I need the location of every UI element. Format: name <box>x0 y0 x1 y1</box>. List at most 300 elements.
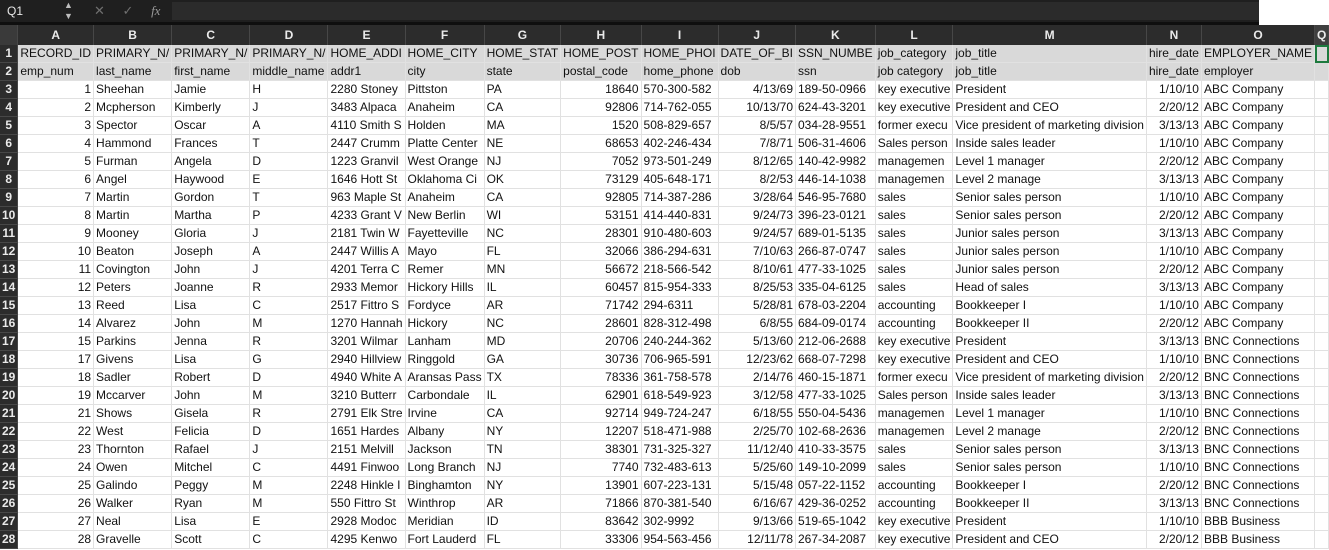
cell-o15[interactable]: ABC Company <box>1201 297 1314 315</box>
cell-b23[interactable]: Thornton <box>94 441 172 459</box>
cell-b27[interactable]: Neal <box>94 513 172 531</box>
cell-d25[interactable]: M <box>250 477 328 495</box>
cell-c17[interactable]: Jenna <box>172 333 250 351</box>
cell-l10[interactable]: sales <box>875 207 953 225</box>
cell-f26[interactable]: Winthrop <box>405 495 484 513</box>
cell-j3[interactable]: 4/13/69 <box>718 81 795 99</box>
column-header-g[interactable]: G <box>484 25 561 45</box>
cell-o7[interactable]: ABC Company <box>1201 153 1314 171</box>
cell-c16[interactable]: John <box>172 315 250 333</box>
cell-n5[interactable]: 3/13/13 <box>1146 117 1201 135</box>
cell-h20[interactable]: 62901 <box>561 387 641 405</box>
cell-o11[interactable]: ABC Company <box>1201 225 1314 243</box>
cell-a5[interactable]: 3 <box>18 117 94 135</box>
cell-o26[interactable]: BNC Connections <box>1201 495 1314 513</box>
cell-k2[interactable]: ssn <box>796 63 876 81</box>
cell-e1[interactable]: HOME_ADDI <box>328 45 405 63</box>
cell-c22[interactable]: Felicia <box>172 423 250 441</box>
cell-a8[interactable]: 6 <box>18 171 94 189</box>
cell-b2[interactable]: last_name <box>94 63 172 81</box>
row-header[interactable]: 26 <box>0 495 18 513</box>
cell-m14[interactable]: Head of sales <box>953 279 1147 297</box>
cell-n23[interactable]: 3/13/13 <box>1146 441 1201 459</box>
cell-k6[interactable]: 506-31-4606 <box>796 135 876 153</box>
cell-m20[interactable]: Inside sales leader <box>953 387 1147 405</box>
cell-q5[interactable] <box>1315 117 1329 135</box>
cell-e25[interactable]: 2248 Hinkle I <box>328 477 405 495</box>
cell-c1[interactable]: PRIMARY_N/ <box>172 45 250 63</box>
row-header[interactable]: 20 <box>0 387 18 405</box>
cell-h7[interactable]: 7052 <box>561 153 641 171</box>
cell-a1[interactable]: RECORD_ID <box>18 45 94 63</box>
row-header[interactable]: 1 <box>0 45 18 63</box>
cell-n24[interactable]: 1/10/10 <box>1146 459 1201 477</box>
cell-q9[interactable] <box>1315 189 1329 207</box>
cell-k13[interactable]: 477-33-1025 <box>796 261 876 279</box>
cell-j18[interactable]: 12/23/62 <box>718 351 795 369</box>
cell-k28[interactable]: 267-34-2087 <box>796 531 876 549</box>
row-header[interactable]: 11 <box>0 225 18 243</box>
cell-q13[interactable] <box>1315 261 1329 279</box>
cell-g25[interactable]: NY <box>484 477 561 495</box>
cell-f18[interactable]: Ringgold <box>405 351 484 369</box>
cell-e8[interactable]: 1646 Hott St <box>328 171 405 189</box>
cell-a28[interactable]: 28 <box>18 531 94 549</box>
cell-h6[interactable]: 68653 <box>561 135 641 153</box>
cell-c26[interactable]: Ryan <box>172 495 250 513</box>
row-header[interactable]: 23 <box>0 441 18 459</box>
cell-k21[interactable]: 550-04-5436 <box>796 405 876 423</box>
cell-c27[interactable]: Lisa <box>172 513 250 531</box>
row-header[interactable]: 27 <box>0 513 18 531</box>
cell-b18[interactable]: Givens <box>94 351 172 369</box>
cell-g9[interactable]: CA <box>484 189 561 207</box>
cell-d28[interactable]: C <box>250 531 328 549</box>
cell-c10[interactable]: Martha <box>172 207 250 225</box>
cell-l3[interactable]: key executive <box>875 81 953 99</box>
cell-e3[interactable]: 2280 Stoney <box>328 81 405 99</box>
cell-c8[interactable]: Haywood <box>172 171 250 189</box>
cell-h10[interactable]: 53151 <box>561 207 641 225</box>
column-header-i[interactable]: I <box>641 25 718 45</box>
cell-f27[interactable]: Meridian <box>405 513 484 531</box>
cell-g28[interactable]: FL <box>484 531 561 549</box>
cell-c11[interactable]: Gloria <box>172 225 250 243</box>
cell-l23[interactable]: sales <box>875 441 953 459</box>
cell-q25[interactable] <box>1315 477 1329 495</box>
select-all-corner[interactable] <box>0 25 18 45</box>
cell-b24[interactable]: Owen <box>94 459 172 477</box>
cell-g14[interactable]: IL <box>484 279 561 297</box>
column-header-e[interactable]: E <box>328 25 405 45</box>
row-header[interactable]: 15 <box>0 297 18 315</box>
cell-c28[interactable]: Scott <box>172 531 250 549</box>
cell-c24[interactable]: Mitchel <box>172 459 250 477</box>
cell-f2[interactable]: city <box>405 63 484 81</box>
cell-f19[interactable]: Aransas Pass <box>405 369 484 387</box>
cell-f1[interactable]: HOME_CITY <box>405 45 484 63</box>
cell-g15[interactable]: AR <box>484 297 561 315</box>
cell-c23[interactable]: Rafael <box>172 441 250 459</box>
cell-n2[interactable]: hire_date <box>1146 63 1201 81</box>
cell-a23[interactable]: 23 <box>18 441 94 459</box>
cell-g12[interactable]: FL <box>484 243 561 261</box>
cell-o20[interactable]: BNC Connections <box>1201 387 1314 405</box>
row-header[interactable]: 25 <box>0 477 18 495</box>
cell-k8[interactable]: 446-14-1038 <box>796 171 876 189</box>
cell-k19[interactable]: 460-15-1871 <box>796 369 876 387</box>
cell-j16[interactable]: 6/8/55 <box>718 315 795 333</box>
cell-a22[interactable]: 22 <box>18 423 94 441</box>
row-header[interactable]: 5 <box>0 117 18 135</box>
cell-j11[interactable]: 9/24/57 <box>718 225 795 243</box>
cell-b10[interactable]: Martin <box>94 207 172 225</box>
cell-k27[interactable]: 519-65-1042 <box>796 513 876 531</box>
cell-q11[interactable] <box>1315 225 1329 243</box>
cell-m17[interactable]: President <box>953 333 1147 351</box>
cell-k23[interactable]: 410-33-3575 <box>796 441 876 459</box>
cell-h24[interactable]: 7740 <box>561 459 641 477</box>
cell-j20[interactable]: 3/12/58 <box>718 387 795 405</box>
cell-l27[interactable]: key executive <box>875 513 953 531</box>
cell-g11[interactable]: NC <box>484 225 561 243</box>
cell-d19[interactable]: D <box>250 369 328 387</box>
cell-a19[interactable]: 18 <box>18 369 94 387</box>
cell-i27[interactable]: 302-9992 <box>641 513 718 531</box>
cell-c13[interactable]: John <box>172 261 250 279</box>
cell-g23[interactable]: TN <box>484 441 561 459</box>
cell-b26[interactable]: Walker <box>94 495 172 513</box>
cell-a4[interactable]: 2 <box>18 99 94 117</box>
cell-j28[interactable]: 12/11/78 <box>718 531 795 549</box>
cell-e17[interactable]: 3201 Wilmar <box>328 333 405 351</box>
cell-j7[interactable]: 8/12/65 <box>718 153 795 171</box>
cell-g18[interactable]: GA <box>484 351 561 369</box>
cell-m9[interactable]: Senior sales person <box>953 189 1147 207</box>
cell-i20[interactable]: 618-549-923 <box>641 387 718 405</box>
cell-c15[interactable]: Lisa <box>172 297 250 315</box>
cell-e26[interactable]: 550 Fittro St <box>328 495 405 513</box>
cell-a12[interactable]: 10 <box>18 243 94 261</box>
cell-l11[interactable]: sales <box>875 225 953 243</box>
cell-h9[interactable]: 92805 <box>561 189 641 207</box>
cell-h25[interactable]: 13901 <box>561 477 641 495</box>
cell-a6[interactable]: 4 <box>18 135 94 153</box>
cell-g7[interactable]: NJ <box>484 153 561 171</box>
cell-c25[interactable]: Peggy <box>172 477 250 495</box>
cell-m1[interactable]: job_title <box>953 45 1147 63</box>
cell-q22[interactable] <box>1315 423 1329 441</box>
cell-o24[interactable]: BNC Connections <box>1201 459 1314 477</box>
cell-h1[interactable]: HOME_POST <box>561 45 641 63</box>
cell-d2[interactable]: middle_name <box>250 63 328 81</box>
row-header[interactable]: 24 <box>0 459 18 477</box>
cell-d16[interactable]: M <box>250 315 328 333</box>
cell-a11[interactable]: 9 <box>18 225 94 243</box>
cell-a21[interactable]: 21 <box>18 405 94 423</box>
cell-d11[interactable]: J <box>250 225 328 243</box>
cell-h4[interactable]: 92806 <box>561 99 641 117</box>
cell-n28[interactable]: 2/20/12 <box>1146 531 1201 549</box>
column-header-d[interactable]: D <box>250 25 328 45</box>
cell-d22[interactable]: D <box>250 423 328 441</box>
cell-n1[interactable]: hire_date <box>1146 45 1201 63</box>
cell-j5[interactable]: 8/5/57 <box>718 117 795 135</box>
cell-b16[interactable]: Alvarez <box>94 315 172 333</box>
cell-d4[interactable]: J <box>250 99 328 117</box>
cell-i23[interactable]: 731-325-327 <box>641 441 718 459</box>
cell-n21[interactable]: 1/10/10 <box>1146 405 1201 423</box>
cell-n4[interactable]: 2/20/12 <box>1146 99 1201 117</box>
cell-i11[interactable]: 910-480-603 <box>641 225 718 243</box>
cell-k10[interactable]: 396-23-0121 <box>796 207 876 225</box>
cell-e16[interactable]: 1270 Hannah <box>328 315 405 333</box>
cell-n20[interactable]: 3/13/13 <box>1146 387 1201 405</box>
cell-e4[interactable]: 3483 Alpaca <box>328 99 405 117</box>
cell-j10[interactable]: 9/24/73 <box>718 207 795 225</box>
cell-m8[interactable]: Level 2 manage <box>953 171 1147 189</box>
column-header-j[interactable]: J <box>718 25 795 45</box>
cell-c4[interactable]: Kimberly <box>172 99 250 117</box>
cell-q1[interactable] <box>1315 45 1329 63</box>
cell-k5[interactable]: 034-28-9551 <box>796 117 876 135</box>
cell-e12[interactable]: 2447 Willis A <box>328 243 405 261</box>
cell-n18[interactable]: 1/10/10 <box>1146 351 1201 369</box>
cell-b21[interactable]: Shows <box>94 405 172 423</box>
cell-i2[interactable]: home_phone <box>641 63 718 81</box>
cell-q10[interactable] <box>1315 207 1329 225</box>
column-header-f[interactable]: F <box>405 25 484 45</box>
cell-n15[interactable]: 1/10/10 <box>1146 297 1201 315</box>
cell-o16[interactable]: ABC Company <box>1201 315 1314 333</box>
cell-m6[interactable]: Inside sales leader <box>953 135 1147 153</box>
cell-e23[interactable]: 2151 Melvill <box>328 441 405 459</box>
cell-f25[interactable]: Binghamton <box>405 477 484 495</box>
cell-d20[interactable]: M <box>250 387 328 405</box>
cell-b25[interactable]: Galindo <box>94 477 172 495</box>
cell-i21[interactable]: 949-724-247 <box>641 405 718 423</box>
cell-f14[interactable]: Hickory Hills <box>405 279 484 297</box>
cell-e15[interactable]: 2517 Fittro S <box>328 297 405 315</box>
cell-o6[interactable]: ABC Company <box>1201 135 1314 153</box>
cell-f21[interactable]: Irvine <box>405 405 484 423</box>
cell-a15[interactable]: 13 <box>18 297 94 315</box>
cell-k20[interactable]: 477-33-1025 <box>796 387 876 405</box>
cell-b4[interactable]: Mcpherson <box>94 99 172 117</box>
cell-l13[interactable]: sales <box>875 261 953 279</box>
cell-h21[interactable]: 92714 <box>561 405 641 423</box>
row-header[interactable]: 2 <box>0 63 18 81</box>
cell-k3[interactable]: 189-50-0966 <box>796 81 876 99</box>
cell-e9[interactable]: 963 Maple St <box>328 189 405 207</box>
cell-h16[interactable]: 28601 <box>561 315 641 333</box>
cell-c20[interactable]: John <box>172 387 250 405</box>
cell-m11[interactable]: Junior sales person <box>953 225 1147 243</box>
column-header-o[interactable]: O <box>1201 25 1314 45</box>
cell-e20[interactable]: 3210 Butterr <box>328 387 405 405</box>
cell-m7[interactable]: Level 1 manager <box>953 153 1147 171</box>
cell-q26[interactable] <box>1315 495 1329 513</box>
cell-d15[interactable]: C <box>250 297 328 315</box>
cell-h27[interactable]: 83642 <box>561 513 641 531</box>
cell-j14[interactable]: 8/25/53 <box>718 279 795 297</box>
cell-o14[interactable]: ABC Company <box>1201 279 1314 297</box>
cell-k14[interactable]: 335-04-6125 <box>796 279 876 297</box>
cell-h26[interactable]: 71866 <box>561 495 641 513</box>
cell-m25[interactable]: Bookkeeper I <box>953 477 1147 495</box>
cell-c3[interactable]: Jamie <box>172 81 250 99</box>
cell-i17[interactable]: 240-244-362 <box>641 333 718 351</box>
cell-m3[interactable]: President <box>953 81 1147 99</box>
cell-b7[interactable]: Furman <box>94 153 172 171</box>
cell-k1[interactable]: SSN_NUMBE <box>796 45 876 63</box>
cell-a25[interactable]: 25 <box>18 477 94 495</box>
cell-a13[interactable]: 11 <box>18 261 94 279</box>
cell-h11[interactable]: 28301 <box>561 225 641 243</box>
cell-a3[interactable]: 1 <box>18 81 94 99</box>
row-header[interactable]: 10 <box>0 207 18 225</box>
cell-n13[interactable]: 2/20/12 <box>1146 261 1201 279</box>
cell-l9[interactable]: sales <box>875 189 953 207</box>
cell-j25[interactable]: 5/15/48 <box>718 477 795 495</box>
cell-i19[interactable]: 361-758-578 <box>641 369 718 387</box>
cell-o9[interactable]: ABC Company <box>1201 189 1314 207</box>
cell-o2[interactable]: employer <box>1201 63 1314 81</box>
cell-l6[interactable]: Sales person <box>875 135 953 153</box>
cell-l12[interactable]: sales <box>875 243 953 261</box>
cell-k4[interactable]: 624-43-3201 <box>796 99 876 117</box>
cell-q15[interactable] <box>1315 297 1329 315</box>
cell-o22[interactable]: BNC Connections <box>1201 423 1314 441</box>
row-header[interactable]: 4 <box>0 99 18 117</box>
cell-n10[interactable]: 2/20/12 <box>1146 207 1201 225</box>
cell-h23[interactable]: 38301 <box>561 441 641 459</box>
cell-e5[interactable]: 4110 Smith S <box>328 117 405 135</box>
cell-q7[interactable] <box>1315 153 1329 171</box>
cell-l20[interactable]: Sales person <box>875 387 953 405</box>
column-header-n[interactable]: N <box>1146 25 1201 45</box>
row-header[interactable]: 19 <box>0 369 18 387</box>
cell-b11[interactable]: Mooney <box>94 225 172 243</box>
cell-m18[interactable]: President and CEO <box>953 351 1147 369</box>
cell-o5[interactable]: ABC Company <box>1201 117 1314 135</box>
cell-l21[interactable]: managemen <box>875 405 953 423</box>
cell-a7[interactable]: 5 <box>18 153 94 171</box>
cell-d7[interactable]: D <box>250 153 328 171</box>
cell-g19[interactable]: TX <box>484 369 561 387</box>
cell-n9[interactable]: 1/10/10 <box>1146 189 1201 207</box>
cell-i26[interactable]: 870-381-540 <box>641 495 718 513</box>
cell-o17[interactable]: BNC Connections <box>1201 333 1314 351</box>
cell-g22[interactable]: NY <box>484 423 561 441</box>
cell-a16[interactable]: 14 <box>18 315 94 333</box>
cell-k26[interactable]: 429-36-0252 <box>796 495 876 513</box>
column-header-a[interactable]: A <box>18 25 94 45</box>
cell-g4[interactable]: CA <box>484 99 561 117</box>
cell-e14[interactable]: 2933 Memor <box>328 279 405 297</box>
cell-e28[interactable]: 4295 Kenwo <box>328 531 405 549</box>
cell-n14[interactable]: 3/13/13 <box>1146 279 1201 297</box>
cell-g21[interactable]: CA <box>484 405 561 423</box>
cell-m22[interactable]: Level 2 manage <box>953 423 1147 441</box>
cell-j6[interactable]: 7/8/71 <box>718 135 795 153</box>
cell-f8[interactable]: Oklahoma Ci <box>405 171 484 189</box>
cell-h28[interactable]: 33306 <box>561 531 641 549</box>
cell-d1[interactable]: PRIMARY_N/ <box>250 45 328 63</box>
cell-a20[interactable]: 19 <box>18 387 94 405</box>
cell-f6[interactable]: Platte Center <box>405 135 484 153</box>
cell-l8[interactable]: managemen <box>875 171 953 189</box>
cell-a24[interactable]: 24 <box>18 459 94 477</box>
row-header[interactable]: 22 <box>0 423 18 441</box>
cell-l16[interactable]: accounting <box>875 315 953 333</box>
cell-o3[interactable]: ABC Company <box>1201 81 1314 99</box>
column-header-h[interactable]: H <box>561 25 641 45</box>
cell-k9[interactable]: 546-95-7680 <box>796 189 876 207</box>
cell-o27[interactable]: BBB Business <box>1201 513 1314 531</box>
cell-f5[interactable]: Holden <box>405 117 484 135</box>
cell-j8[interactable]: 8/2/53 <box>718 171 795 189</box>
cell-m4[interactable]: President and CEO <box>953 99 1147 117</box>
cell-f10[interactable]: New Berlin <box>405 207 484 225</box>
cell-o13[interactable]: ABC Company <box>1201 261 1314 279</box>
cell-l18[interactable]: key executive <box>875 351 953 369</box>
cell-o4[interactable]: ABC Company <box>1201 99 1314 117</box>
cell-e10[interactable]: 4233 Grant V <box>328 207 405 225</box>
cell-l17[interactable]: key executive <box>875 333 953 351</box>
cell-f28[interactable]: Fort Lauderd <box>405 531 484 549</box>
cell-n11[interactable]: 3/13/13 <box>1146 225 1201 243</box>
cell-o8[interactable]: ABC Company <box>1201 171 1314 189</box>
column-header-m[interactable]: M <box>953 25 1147 45</box>
cell-b13[interactable]: Covington <box>94 261 172 279</box>
cell-o18[interactable]: BNC Connections <box>1201 351 1314 369</box>
cell-e18[interactable]: 2940 Hillview <box>328 351 405 369</box>
cell-a2[interactable]: emp_num <box>18 63 94 81</box>
cell-c6[interactable]: Frances <box>172 135 250 153</box>
cell-l19[interactable]: former execu <box>875 369 953 387</box>
cell-d6[interactable]: T <box>250 135 328 153</box>
cell-m12[interactable]: Junior sales person <box>953 243 1147 261</box>
cell-q2[interactable] <box>1315 63 1329 81</box>
cell-k18[interactable]: 668-07-7298 <box>796 351 876 369</box>
cell-l24[interactable]: sales <box>875 459 953 477</box>
column-header-k[interactable]: K <box>796 25 876 45</box>
cell-g10[interactable]: WI <box>484 207 561 225</box>
cell-k16[interactable]: 684-09-0174 <box>796 315 876 333</box>
cell-i8[interactable]: 405-648-171 <box>641 171 718 189</box>
row-header[interactable]: 28 <box>0 531 18 549</box>
cell-n16[interactable]: 2/20/12 <box>1146 315 1201 333</box>
cell-h13[interactable]: 56672 <box>561 261 641 279</box>
cell-q28[interactable] <box>1315 531 1329 549</box>
cell-f17[interactable]: Lanham <box>405 333 484 351</box>
enter-icon[interactable]: ✓ <box>122 3 134 18</box>
cell-o12[interactable]: ABC Company <box>1201 243 1314 261</box>
cell-g1[interactable]: HOME_STAT <box>484 45 561 63</box>
row-header[interactable]: 21 <box>0 405 18 423</box>
cell-j15[interactable]: 5/28/81 <box>718 297 795 315</box>
cell-q16[interactable] <box>1315 315 1329 333</box>
cell-i3[interactable]: 570-300-582 <box>641 81 718 99</box>
cell-n12[interactable]: 1/10/10 <box>1146 243 1201 261</box>
cell-n25[interactable]: 2/20/12 <box>1146 477 1201 495</box>
cell-o21[interactable]: BNC Connections <box>1201 405 1314 423</box>
name-box[interactable] <box>0 0 76 22</box>
cell-f11[interactable]: Fayetteville <box>405 225 484 243</box>
cell-m2[interactable]: job_title <box>953 63 1147 81</box>
cell-n27[interactable]: 1/10/10 <box>1146 513 1201 531</box>
